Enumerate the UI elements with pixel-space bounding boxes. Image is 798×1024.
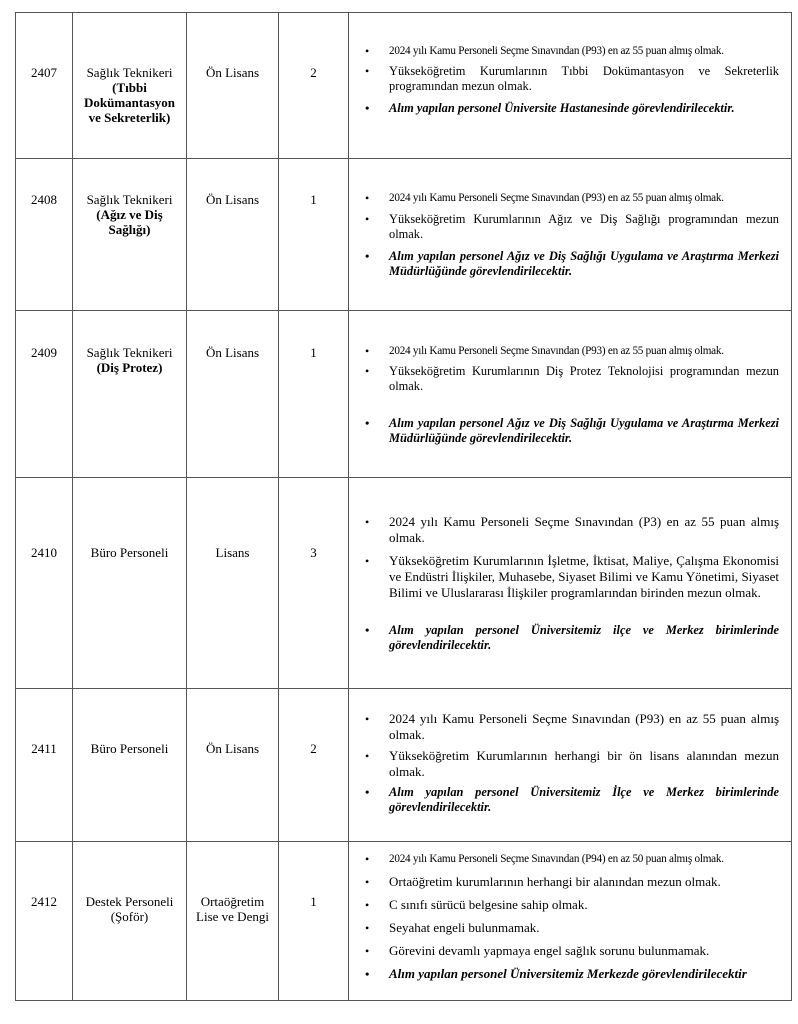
bullet-icon: • bbox=[365, 944, 370, 958]
position-code-cell bbox=[16, 159, 73, 311]
position-title: Sağlık Teknikeri bbox=[86, 345, 173, 360]
list-item: • Yükseköğretim Kurumlarının İşletme, İktisat, Maliye, Çalışma Ekonomisi ve Endüstri İlişkiler, Muhasebe, Siyaset Bilimi ve Kamu Yönetimi, Siyaset Bilimi ve Uluslararası İlişkiler programlarından birinden mezun olmak. bbox=[365, 553, 779, 600]
list-item: • Yükseköğretim Kurumlarının Tıbbi Dokümantasyon ve Sekreterlik programından mezun olmak. bbox=[365, 64, 779, 93]
bullet-icon: • bbox=[365, 515, 370, 529]
list-item: • C sınıfı sürücü belgesine sahip olmak. bbox=[365, 897, 588, 912]
education-level: Ön Lisans bbox=[205, 345, 260, 360]
requirements-cell bbox=[349, 478, 792, 689]
requirements-list bbox=[349, 478, 791, 653]
requirements-list bbox=[349, 311, 791, 446]
bullet-icon: • bbox=[365, 852, 369, 866]
bullet-icon: • bbox=[365, 364, 370, 378]
position-code: 2412 bbox=[31, 894, 57, 909]
list-item: • Alım yapılan personel Ağız ve Diş Sağlığı Uygulama ve Araştırma Merkezi Müdürlüğünde görevlendirilecektir. bbox=[365, 249, 779, 278]
quantity: 3 bbox=[310, 545, 317, 560]
list-item: • Alım yapılan personel Üniversitemiz Merkezde görevlendirilecektir bbox=[365, 966, 747, 981]
list-item: • Yükseköğretim Kurumlarının Ağız ve Diş Sağlığı programından mezun olmak. bbox=[365, 212, 779, 241]
education-cell bbox=[187, 311, 279, 478]
list-item: • 2024 yılı Kamu Personeli Seçme Sınavından (P93) en az 55 puan almış olmak. bbox=[365, 44, 724, 58]
bullet-icon: • bbox=[365, 44, 369, 58]
requirements-cell bbox=[349, 159, 792, 311]
list-item: • Ortaöğretim kurumlarının herhangi bir alanından mezun olmak. bbox=[365, 874, 721, 889]
education-level: Ortaöğretim Lise ve Dengi bbox=[196, 894, 269, 924]
education-level: Lisans bbox=[215, 545, 250, 560]
list-item: • 2024 yılı Kamu Personeli Seçme Sınavından (P93) en az 55 puan almış olmak. bbox=[365, 344, 724, 358]
education-cell bbox=[187, 478, 279, 689]
position-title-cell bbox=[73, 478, 187, 689]
position-title-cell bbox=[73, 842, 187, 1001]
bullet-icon: • bbox=[365, 212, 370, 226]
position-code-cell bbox=[16, 13, 73, 159]
bullet-icon: • bbox=[365, 64, 370, 78]
bullet-icon: • bbox=[365, 785, 370, 799]
list-item: • 2024 yılı Kamu Personeli Seçme Sınavından (P93) en az 55 puan almış olmak. bbox=[365, 711, 779, 742]
bullet-icon: • bbox=[365, 101, 370, 115]
position-title: Sağlık Teknikeri bbox=[86, 65, 173, 80]
position-code: 2411 bbox=[31, 741, 57, 756]
quantity: 1 bbox=[310, 345, 317, 360]
position-title-cell bbox=[73, 311, 187, 478]
list-item: • 2024 yılı Kamu Personeli Seçme Sınavından (P94) en az 50 puan almış olmak. bbox=[365, 852, 724, 866]
position-title-cell bbox=[73, 13, 187, 159]
position-title: Destek Personeli (Şoför) bbox=[85, 894, 174, 924]
table-row bbox=[16, 689, 792, 842]
list-item: • Alım yapılan personel Üniversitemiz ilçe ve Merkez birimlerinde görevlendirilecektir. bbox=[365, 623, 779, 652]
quantity-cell bbox=[279, 159, 349, 311]
bullet-icon: • bbox=[365, 249, 370, 263]
quantity-cell bbox=[279, 13, 349, 159]
position-title-cell bbox=[73, 159, 187, 311]
table-row bbox=[16, 478, 792, 689]
education-level: Ön Lisans bbox=[205, 65, 260, 80]
bullet-icon: • bbox=[365, 921, 370, 935]
list-item: • Yükseköğretim Kurumlarının herhangi bir ön lisans alanından mezun olmak. bbox=[365, 748, 779, 779]
table-row bbox=[16, 311, 792, 478]
position-title-cell bbox=[73, 689, 187, 842]
list-item: • Yükseköğretim Kurumlarının Diş Protez Teknolojisi programından mezun olmak. bbox=[365, 364, 779, 393]
quantity-cell bbox=[279, 311, 349, 478]
quantity: 1 bbox=[310, 192, 317, 207]
position-title: Büro Personeli bbox=[90, 741, 169, 756]
bullet-icon: • bbox=[365, 875, 370, 889]
education-cell bbox=[187, 689, 279, 842]
position-code-cell bbox=[16, 478, 73, 689]
quantity-cell bbox=[279, 478, 349, 689]
bullet-icon: • bbox=[365, 898, 370, 912]
bullet-icon: • bbox=[365, 967, 370, 981]
requirements-cell bbox=[349, 689, 792, 842]
education-level: Ön Lisans bbox=[205, 192, 260, 207]
position-specialty: (Ağız ve Diş Sağlığı) bbox=[96, 207, 163, 237]
quantity-cell bbox=[279, 689, 349, 842]
positions-table bbox=[15, 12, 792, 1001]
quantity: 1 bbox=[310, 894, 317, 909]
table-row bbox=[16, 842, 792, 1001]
list-item: • Alım yapılan personel Üniversite Hastanesinde görevlendirilecektir. bbox=[365, 101, 735, 115]
position-specialty: (Diş Protez) bbox=[96, 360, 163, 375]
bullet-icon: • bbox=[365, 554, 370, 568]
table-row bbox=[16, 13, 792, 159]
position-code: 2408 bbox=[31, 192, 57, 207]
position-code-cell bbox=[16, 842, 73, 1001]
table-row bbox=[16, 159, 792, 311]
list-item: • 2024 yılı Kamu Personeli Seçme Sınavından (P3) en az 55 puan almış olmak. bbox=[365, 514, 779, 545]
requirements-list bbox=[349, 159, 791, 279]
list-item: • 2024 yılı Kamu Personeli Seçme Sınavından (P93) en az 55 puan almış olmak. bbox=[365, 191, 724, 205]
requirements-list bbox=[349, 13, 791, 116]
position-specialty: (Tıbbi Dokümantasyon ve Sekreterlik) bbox=[83, 80, 176, 125]
education-cell bbox=[187, 842, 279, 1001]
requirements-cell bbox=[349, 13, 792, 159]
education-cell bbox=[187, 159, 279, 311]
quantity: 2 bbox=[310, 741, 317, 756]
position-code-cell bbox=[16, 311, 73, 478]
bullet-icon: • bbox=[365, 416, 370, 430]
quantity: 2 bbox=[310, 65, 317, 80]
requirements-cell bbox=[349, 311, 792, 478]
requirements-list bbox=[349, 689, 791, 815]
list-item: • Seyahat engeli bulunmamak. bbox=[365, 920, 540, 935]
position-title: Büro Personeli bbox=[90, 545, 169, 560]
list-item: • Görevini devamlı yapmaya engel sağlık sorunu bulunmamak. bbox=[365, 943, 710, 958]
requirements-list bbox=[349, 842, 791, 982]
list-item: • Alım yapılan personel Üniversitemiz İlçe ve Merkez birimlerinde görevlendirilecektir. bbox=[365, 785, 779, 814]
bullet-icon: • bbox=[365, 712, 370, 726]
list-item: • Alım yapılan personel Ağız ve Diş Sağlığı Uygulama ve Araştırma Merkezi Müdürlüğünde görevlendirilecektir. bbox=[365, 416, 779, 445]
position-code-cell bbox=[16, 689, 73, 842]
quantity-cell bbox=[279, 842, 349, 1001]
position-code: 2409 bbox=[31, 345, 57, 360]
position-title: Sağlık Teknikeri bbox=[86, 192, 173, 207]
bullet-icon: • bbox=[365, 623, 370, 637]
bullet-icon: • bbox=[365, 191, 369, 205]
education-cell bbox=[187, 13, 279, 159]
bullet-icon: • bbox=[365, 749, 370, 763]
position-code: 2407 bbox=[31, 65, 57, 80]
requirements-cell bbox=[349, 842, 792, 1001]
bullet-icon: • bbox=[365, 344, 369, 358]
position-code: 2410 bbox=[31, 545, 57, 560]
education-level: Ön Lisans bbox=[205, 741, 260, 756]
